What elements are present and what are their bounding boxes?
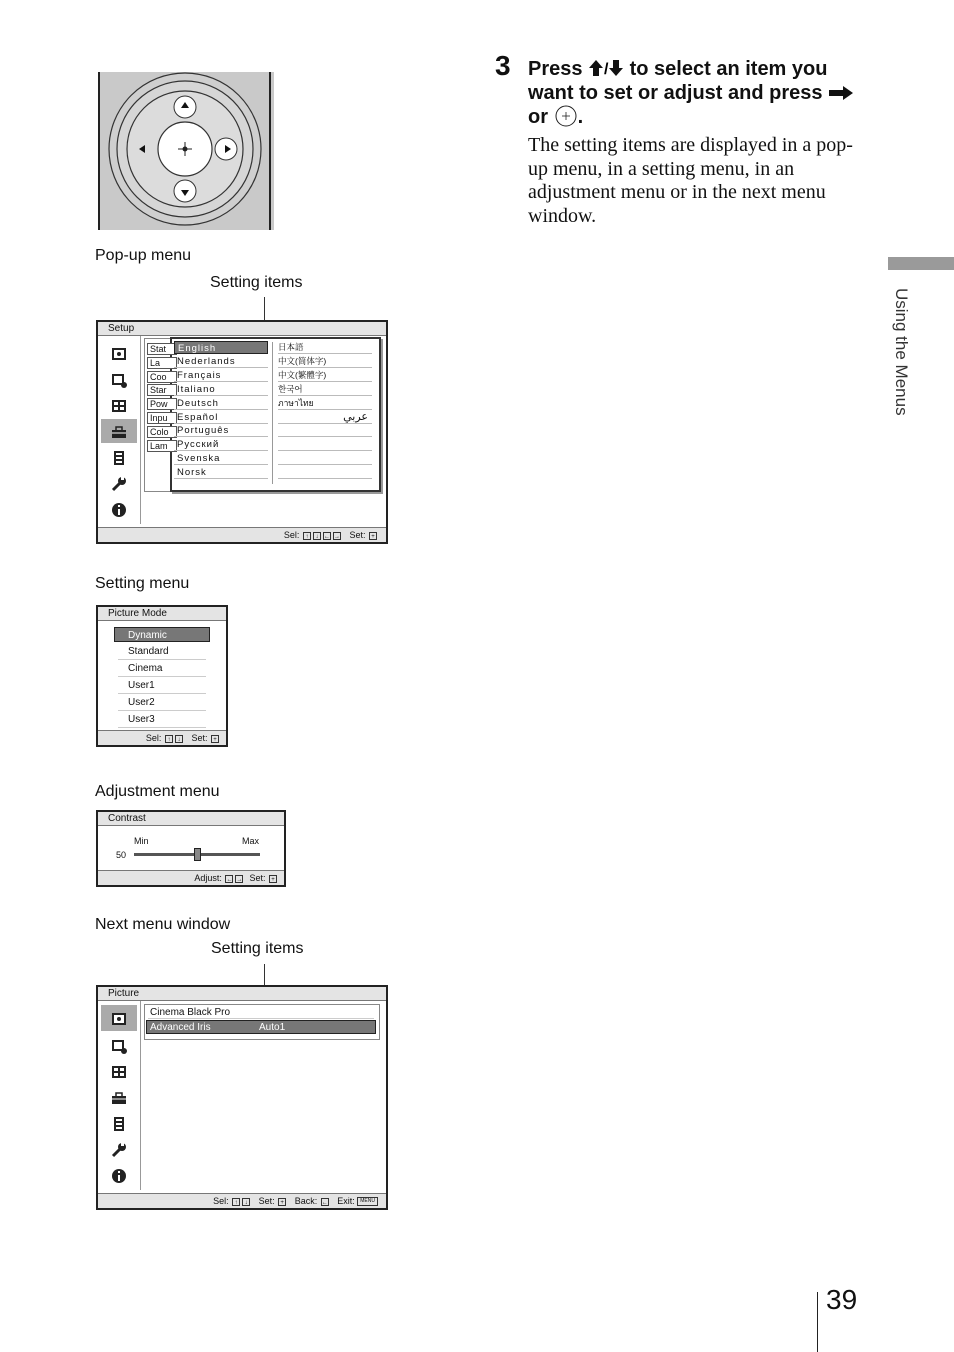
adjust-menu-screen bbox=[96, 810, 286, 887]
popup-menu-screen bbox=[96, 320, 388, 544]
language-item[interactable]: Italiano bbox=[174, 383, 268, 396]
language-empty-row bbox=[278, 452, 372, 465]
language-item-selected[interactable]: English bbox=[174, 341, 268, 354]
language-item[interactable]: 日本語 bbox=[278, 341, 372, 354]
footer-set-label: Set: bbox=[349, 530, 366, 540]
adjust-value: 50 bbox=[116, 850, 127, 860]
picture-mode-item[interactable]: User2 bbox=[118, 695, 206, 711]
setup-icon[interactable] bbox=[106, 1088, 132, 1108]
up-down-arrow-icon bbox=[588, 59, 624, 77]
setup-row[interactable]: Stat bbox=[147, 343, 177, 355]
setting-footer-set: Set: bbox=[191, 733, 208, 743]
adjust-max-label: Max bbox=[242, 836, 260, 846]
language-empty-row bbox=[278, 424, 372, 437]
screen-icon[interactable] bbox=[106, 1062, 132, 1082]
setting-menu-screen bbox=[96, 605, 228, 747]
setup-row[interactable]: Coo bbox=[147, 371, 177, 383]
language-item[interactable]: 한국어 bbox=[278, 383, 372, 396]
side-tab-bar bbox=[888, 257, 954, 270]
adjust-caption: Adjustment menu bbox=[95, 783, 220, 800]
function-icon[interactable] bbox=[106, 1114, 132, 1134]
language-empty-row bbox=[278, 466, 372, 479]
next-footer-set: Set: bbox=[258, 1196, 275, 1206]
picture-mode-item[interactable]: Standard bbox=[118, 644, 206, 660]
setup-row[interactable]: Star bbox=[147, 384, 177, 396]
side-tab-label: Using the Menus bbox=[892, 288, 911, 416]
setup-row[interactable]: Inpu bbox=[147, 412, 177, 424]
adjust-footer: Adjust: ← → Set: + bbox=[98, 870, 284, 885]
language-item[interactable]: Svenska bbox=[174, 452, 268, 465]
setup-icon[interactable] bbox=[106, 422, 132, 442]
language-item[interactable]: Português bbox=[174, 424, 268, 437]
setting-title: Picture Mode bbox=[98, 607, 226, 621]
picture-mode-item[interactable]: User1 bbox=[118, 678, 206, 694]
next-footer: Sel: ↑ ↓ Set: + Back: ← Exit: MENU bbox=[98, 1193, 386, 1208]
language-item[interactable]: Deutsch bbox=[174, 397, 268, 410]
footer-sel-label: Sel: bbox=[283, 530, 300, 540]
language-item[interactable]: عربي bbox=[278, 411, 372, 424]
next-menu-screen bbox=[96, 985, 388, 1210]
setup-row[interactable]: Lam bbox=[147, 440, 177, 452]
step-body: The setting items are displayed in a pop-up menu, in a setting menu, in an adjustment menu or in the next menu window. bbox=[528, 134, 853, 227]
adjust-slider-thumb[interactable] bbox=[194, 848, 201, 861]
next-caption: Next menu window bbox=[95, 916, 231, 933]
page-number: 39 bbox=[826, 1284, 858, 1315]
language-empty-row bbox=[278, 438, 372, 451]
next-title: Picture bbox=[98, 987, 386, 1001]
remote-control-illustration bbox=[98, 72, 274, 230]
next-item-advanced-iris[interactable] bbox=[146, 1020, 376, 1034]
adjust-min-label: Min bbox=[134, 836, 149, 846]
next-item2-label: Advanced Iris bbox=[150, 1022, 211, 1033]
language-item[interactable]: ภาษาไทย bbox=[278, 397, 372, 410]
right-arrow-icon bbox=[828, 85, 854, 101]
setup-row[interactable]: Colo bbox=[147, 426, 177, 438]
picture-icon[interactable] bbox=[106, 1009, 132, 1029]
popup-callout: Setting items bbox=[210, 274, 303, 291]
svg-text:/: / bbox=[604, 61, 609, 77]
next-callout: Setting items bbox=[211, 940, 304, 957]
picture-mode-item[interactable]: Cinema bbox=[118, 661, 206, 677]
next-item2-value: Auto1 bbox=[259, 1022, 286, 1033]
function-icon[interactable] bbox=[106, 448, 132, 468]
language-item[interactable]: Français bbox=[174, 369, 268, 382]
setting-footer-sel: Sel: bbox=[145, 733, 162, 743]
information-icon[interactable] bbox=[106, 500, 132, 520]
popup-title: Setup bbox=[98, 322, 386, 336]
heading-press: Press bbox=[528, 58, 583, 80]
language-item[interactable]: Nederlands bbox=[174, 355, 268, 368]
adjust-footer-adjust: Adjust: bbox=[194, 873, 222, 883]
setting-caption: Setting menu bbox=[95, 575, 190, 592]
picture-icon[interactable] bbox=[106, 344, 132, 364]
next-footer-sel: Sel: bbox=[213, 1196, 229, 1206]
page-divider bbox=[817, 1292, 818, 1352]
popup-caption: Pop-up menu bbox=[95, 247, 192, 264]
popup-footer: Sel: ↑ ↓ ← → Set: + bbox=[98, 527, 386, 542]
advanced-picture-icon[interactable] bbox=[106, 370, 132, 390]
next-footer-back: Back: bbox=[294, 1196, 318, 1206]
enter-button-icon bbox=[554, 105, 578, 127]
step-heading: Press / to select an item you want to set or adjust and press or . bbox=[528, 58, 858, 130]
heading-mid: to select an item you want to set or adjust and press bbox=[528, 58, 828, 104]
language-item[interactable]: 中文(简体字) bbox=[278, 355, 372, 368]
installation-icon[interactable] bbox=[106, 474, 132, 494]
screen-icon[interactable] bbox=[106, 396, 132, 416]
menu-key-icon: MENU bbox=[357, 1197, 378, 1206]
setting-footer: Sel: ↑ ↓ Set: + bbox=[98, 730, 226, 745]
adjust-title: Contrast bbox=[98, 812, 284, 826]
heading-or: or bbox=[528, 106, 548, 128]
next-item-cinema-black-pro[interactable] bbox=[148, 1006, 374, 1019]
language-item[interactable]: Norsk bbox=[174, 466, 268, 479]
installation-icon[interactable] bbox=[106, 1140, 132, 1160]
language-item[interactable]: Español bbox=[174, 411, 268, 424]
next-item1-label: Cinema Black Pro bbox=[150, 1007, 231, 1018]
picture-mode-item[interactable]: User3 bbox=[118, 712, 206, 728]
step-number: 3 bbox=[495, 50, 511, 81]
language-column-divider bbox=[272, 342, 273, 484]
setup-row[interactable]: Pow bbox=[147, 398, 177, 410]
adjust-footer-set: Set: bbox=[249, 873, 266, 883]
language-item[interactable]: 中文(繁體字) bbox=[278, 369, 372, 382]
information-icon[interactable] bbox=[106, 1166, 132, 1186]
setup-row[interactable]: La bbox=[147, 357, 177, 369]
advanced-picture-icon[interactable] bbox=[106, 1036, 132, 1056]
language-item[interactable]: Русский bbox=[174, 438, 268, 451]
picture-mode-item-selected[interactable]: Dynamic bbox=[114, 627, 210, 642]
next-footer-exit: Exit: bbox=[337, 1196, 355, 1206]
